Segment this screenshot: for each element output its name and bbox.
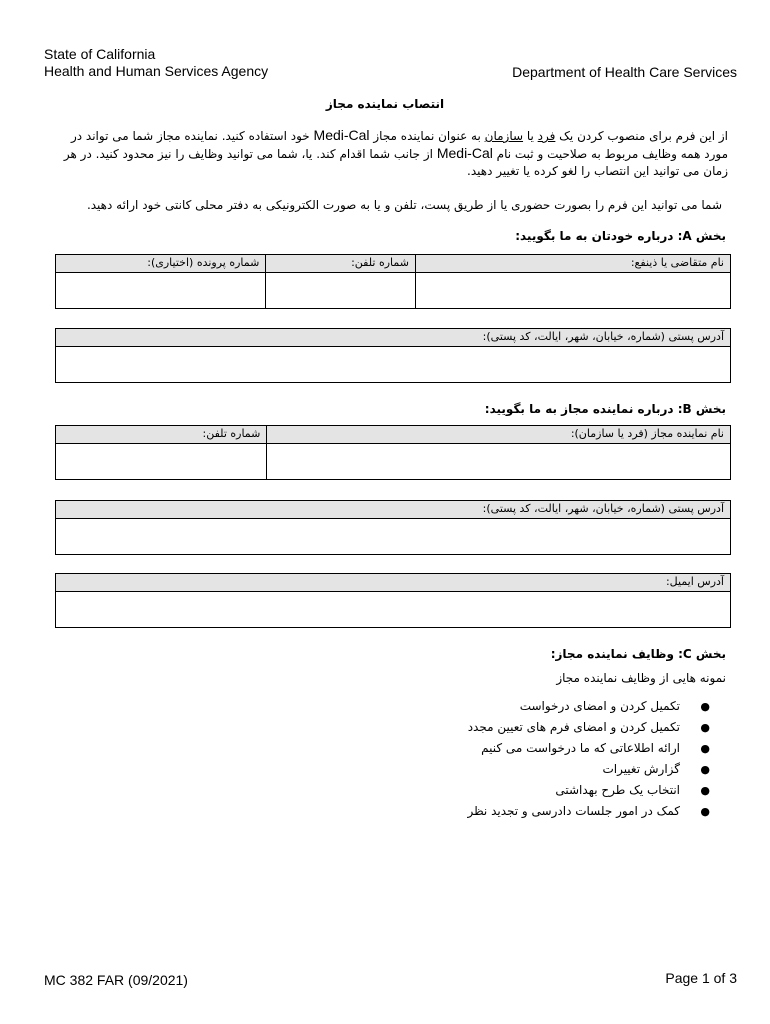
bullet-icon: ● (700, 805, 710, 818)
bullet-icon: ● (700, 721, 710, 734)
section-a-heading: بخش A: درباره خودتان به ما بگویید: (515, 229, 726, 243)
intro-text: از جانب شما اقدام کند. یا، شما می توانید وظایف را نیز محدود کنید. در هر زمان می توانید این انتصاب را لغو کرده یا تغییر دهید. (63, 147, 728, 178)
table-input-row (56, 273, 730, 309)
table-header-row (56, 501, 730, 519)
form-identifier: MC 382 FAR (09/2021) (44, 972, 188, 988)
representative-address-label: آدرس پستی (شماره، خیابان، شهر، ایالت، کد پستی): (482, 502, 724, 515)
duties-subheading: نمونه هایی از وظایف نماینده مجاز (556, 671, 726, 685)
table-input-row (56, 592, 730, 628)
representative-phone-label: شماره تلفن: (56, 426, 267, 443)
duty-text: کمک در امور جلسات دادرسی و تجدید نظر (467, 804, 680, 818)
list-item (467, 759, 710, 780)
bullet-icon: ● (700, 742, 710, 755)
bullet-icon: ● (700, 700, 710, 713)
case-number-label: شماره پرونده (اختیاری): (56, 255, 266, 272)
intro-medical-term: Medi-Cal (313, 127, 370, 143)
duty-text: انتخاب یک طرح بهداشتی (555, 783, 680, 797)
table-input-row (56, 347, 730, 383)
representative-name-field[interactable] (267, 444, 730, 480)
intro-underlined-organization: سازمان (484, 129, 524, 143)
submission-instructions: شما می توانید این فرم را بصورت حضوری یا از طریق پست، تلفن و یا به صورت الکترونیکی به دفتر محلی کانتی خود ارائه دهید. (86, 198, 722, 212)
case-number-field[interactable] (56, 273, 266, 309)
section-c-heading: بخش C: وظایف نماینده مجاز: (550, 647, 726, 661)
table-header-row (56, 329, 730, 347)
list-item (467, 717, 710, 738)
section-b-address-table (55, 500, 731, 555)
intro-medical-term: Medi-Cal (436, 145, 493, 161)
list-item (467, 738, 710, 759)
agency-header (44, 46, 268, 80)
section-b-email-table (55, 573, 731, 628)
representative-phone-field[interactable] (56, 444, 267, 480)
representative-address-field[interactable] (56, 519, 730, 555)
section-a-address-table (55, 328, 731, 383)
applicant-address-field[interactable] (56, 347, 730, 383)
duty-text: ارائه اطلاعاتی که ما درخواست می کنیم (481, 741, 680, 755)
table-header-row (56, 255, 730, 273)
list-item (467, 696, 710, 717)
section-a-applicant-table (55, 254, 731, 309)
page-number: Page 1 of 3 (665, 970, 737, 986)
list-item (467, 780, 710, 801)
intro-paragraph (52, 127, 728, 180)
table-header-row (56, 574, 730, 592)
intro-text: از این فرم برای منصوب کردن یک (555, 129, 728, 143)
applicant-name-label: نام متقاضی یا ذینفع: (630, 256, 724, 269)
table-input-row (56, 444, 730, 480)
duty-text: گزارش تغییرات (602, 762, 680, 776)
intro-text: یا (523, 129, 538, 143)
section-b-heading: بخش B: درباره نماینده مجاز به ما بگویید: (484, 402, 726, 416)
intro-underlined-person: فرد (537, 129, 556, 143)
applicant-address-label: آدرس پستی (شماره، خیابان، شهر، ایالت، کد پستی): (482, 330, 724, 343)
table-input-row (56, 519, 730, 555)
intro-text: خود استفاده کنید. نماینده مجاز شما می تواند در مورد همه وظایف مربوط به صلاحیت و ثبت نام (70, 129, 728, 161)
table-header-row (56, 426, 730, 444)
form-title: انتصاب نماینده مجاز (325, 97, 445, 111)
applicant-phone-label: شماره تلفن: (266, 255, 416, 272)
duty-text: تکمیل کردن و امضای درخواست (519, 699, 680, 713)
list-item (467, 801, 710, 822)
duty-text: تکمیل کردن و امضای فرم های تعیین مجدد (467, 720, 680, 734)
representative-email-field[interactable] (56, 592, 730, 628)
bullet-icon: ● (700, 763, 710, 776)
agency-name: Health and Human Services Agency (44, 63, 269, 79)
representative-name-label: نام نماینده مجاز (فرد یا سازمان): (570, 427, 724, 440)
state-name: State of California (44, 46, 156, 62)
applicant-phone-field[interactable] (266, 273, 416, 309)
applicant-name-field[interactable] (416, 273, 730, 309)
department-name: Department of Health Care Services (512, 64, 737, 80)
section-b-representative-table (55, 425, 731, 480)
bullet-icon: ● (700, 784, 710, 797)
representative-email-label: آدرس ایمیل: (665, 575, 724, 588)
intro-text: به عنوان نماینده مجاز (369, 129, 485, 143)
duties-list (467, 696, 710, 822)
